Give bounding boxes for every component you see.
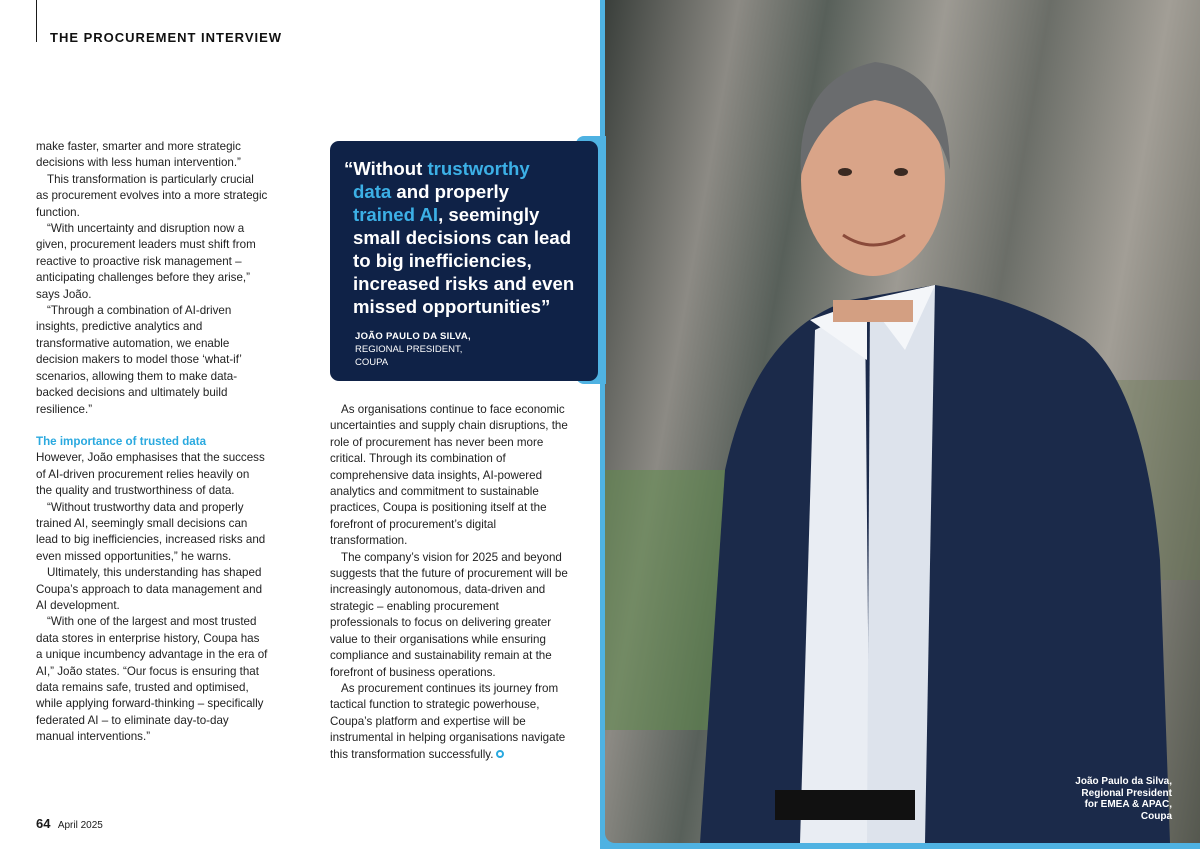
section-title: THE PROCUREMENT INTERVIEW: [50, 30, 283, 45]
quote-line: missed opportunities”: [353, 296, 551, 317]
quote-highlight: trained AI: [353, 204, 439, 225]
quote-highlight: data: [353, 181, 392, 202]
body-paragraph: “Through a combination of AI-driven insights, predictive analytics and transformative automation, we enable decision makers to model those ‘what-if’ scenarios, allowing them to make data-backed decisions and ultimately build resilience.”: [36, 304, 242, 416]
body-paragraph: The company’s vision for 2025 and beyond suggests that the future of procurement will be increasingly autonomous, data-driven and strategic – enabling procurement professionals to focus on delivering greater value to their organisations while ensuring compliance and sustainability remain at the forefront of business operations.: [330, 550, 568, 679]
body-paragraph: make faster, smarter and more strategic decisions with less human intervention.”: [36, 140, 241, 170]
caption-line: João Paulo da Silva,: [1075, 776, 1172, 787]
quote-fragment: and properly: [391, 181, 510, 202]
portrait-illustration: [605, 0, 1200, 843]
portrait-photo: [605, 0, 1200, 843]
quote-attribution: [344, 330, 588, 369]
quote-line: increased risks and even: [353, 273, 575, 294]
body-paragraph: However, João emphasises that the success of AI-driven procurement relies heavily on the quality and trustworthiness of data.: [36, 451, 265, 498]
caption-line: for EMEA & APAC,: [1084, 799, 1172, 810]
body-text: As procurement continues its journey from tactical function to strategic powerhouse, Coupa’s platform and expertise will be instrumental in helping organisations navigate this transformation successfully.: [330, 681, 566, 761]
quote-fragment: “Without: [344, 158, 428, 179]
subheading: The importance of trusted data: [36, 434, 207, 448]
end-mark-icon: [496, 750, 504, 758]
quote-fragment: , seemingly: [438, 204, 540, 225]
issue-date: April 2025: [57, 820, 103, 831]
caption-line: Regional President: [1081, 787, 1172, 799]
body-paragraph: This transformation is particularly crucial as procurement evolves into a more strategic function.: [36, 172, 268, 219]
body-paragraph: Ultimately, this understanding has shaped Coupa’s approach to data management and AI development.: [36, 566, 263, 612]
body-paragraph: [330, 681, 570, 763]
quote-author-name: JOÃO PAULO DA SILVA,: [355, 331, 471, 342]
pull-quote: [330, 141, 598, 381]
body-paragraph: “With one of the largest and most trusted data stores in enterprise history, Coupa has a unique incumbency advantage in the era of AI,” João states. “Our focus is ensuring that data remains safe, trusted and optimised, while applying forward-thinking – specifically federated AI – to eliminate day-to-day manual interventions.”: [36, 615, 268, 744]
quote-author-role: REGIONAL PRESIDENT,: [355, 344, 463, 355]
quote-line: to big inefficiencies,: [353, 250, 532, 271]
pull-quote-text: [344, 157, 588, 318]
quote-highlight: trustworthy: [427, 158, 530, 179]
caption-line: Coupa: [1140, 810, 1172, 822]
page-number: 64: [36, 816, 51, 831]
body-paragraph: “With uncertainty and disruption now a given, procurement leaders must shift from reactive to proactive risk management – anticipating challenges before they arise,” says João.: [36, 222, 256, 301]
middle-column: [330, 402, 570, 763]
body-paragraph: As organisations continue to face economic uncertainties and supply chain disruptions, the role of procurement has never been more critical. Through its combination of comprehensive data insights, AI-powered analytics and commitment to sustainable practices, Coupa is positioning itself at the forefront of procurement’s digital transformation.: [330, 403, 568, 548]
header-rule: [36, 0, 37, 42]
quote-author-company: COUPA: [355, 357, 389, 368]
left-column: [36, 139, 268, 746]
photo-caption: [1032, 776, 1172, 822]
folio: [36, 816, 103, 831]
body-paragraph: “Without trustworthy data and properly trained AI, seemingly small decisions can lead to big inefficiencies, increased risks and even missed opportunities,” he warns.: [36, 500, 266, 563]
quote-line: small decisions can lead: [353, 227, 572, 248]
